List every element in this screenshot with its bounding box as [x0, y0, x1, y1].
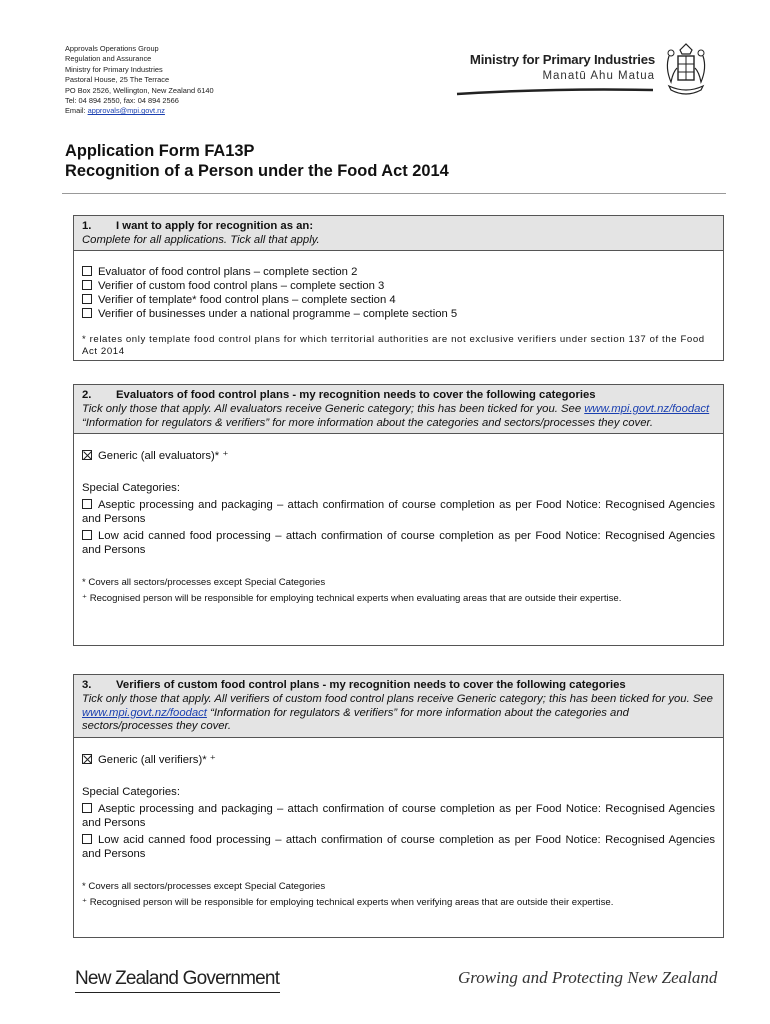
option-label: Generic (all verifiers)* ⁺: [98, 753, 216, 766]
checkbox[interactable]: [82, 294, 92, 304]
page-title: [65, 141, 449, 181]
section-heading: Verifiers of custom food control plans - my recognition needs to cover the following categories: [116, 679, 626, 691]
special-aseptic-option[interactable]: [82, 802, 715, 830]
instructions-text: “Information for regulators & verifiers” for more information about the categories and sectors/processes they cover.: [82, 706, 629, 733]
option-evaluator[interactable]: [82, 265, 715, 279]
checked-checkbox[interactable]: [82, 450, 92, 460]
footer-tagline: Growing and Protecting New Zealand: [458, 968, 718, 987]
option-label: Aseptic processing and packaging – attach confirmation of course completion as per Food Notice: Recognised Agencies and Persons: [82, 499, 715, 526]
footnote: * Covers all sectors/processes except Special Categories: [82, 880, 326, 892]
generic-verifiers-option[interactable]: [82, 753, 715, 767]
footnote: * Covers all sectors/processes except Special Categories: [82, 577, 326, 589]
section-instructions: Complete for all applications. Tick all that apply.: [82, 234, 320, 246]
option-label: Verifier of businesses under a national programme – complete section 5: [98, 307, 458, 320]
title-line-2: Recognition of a Person under the Food Act 2014: [65, 162, 449, 180]
email-link[interactable]: approvals@mpi.govt.nz: [87, 106, 165, 116]
nz-government-text: New Zealand Government: [75, 968, 280, 989]
checkbox[interactable]: [82, 803, 92, 813]
logo-underline: [75, 992, 280, 993]
section-1: [73, 215, 724, 361]
option-label: Low acid canned food processing – attach confirmation of course completion as per Food Notice: Recognised Agencies and Persons: [82, 833, 715, 860]
option-label: Verifier of custom food control plans – complete section 3: [98, 279, 385, 292]
generic-evaluators-option[interactable]: [82, 449, 715, 463]
ministry-maori-name: Manatū Ahu Matua: [542, 70, 655, 82]
section-heading: I want to apply for recognition as an:: [116, 220, 314, 232]
instructions-text: Tick only those that apply. All verifiers of custom food control plans receive Generic category; this has been ticked for you. See: [82, 693, 713, 705]
special-low-acid-option[interactable]: [82, 833, 715, 861]
foodact-link[interactable]: www.mpi.govt.nz/foodact: [584, 403, 710, 415]
option-label: Low acid canned food processing – attach confirmation of course completion as per Food Notice: Recognised Agencies and Persons: [82, 530, 715, 557]
option-verifier-template[interactable]: [82, 293, 715, 307]
address-block: [65, 44, 214, 117]
email-line: [65, 106, 214, 116]
checkbox[interactable]: [82, 308, 92, 318]
special-categories-label: Special Categories:: [82, 482, 180, 495]
ministry-name: Ministry for Primary Industries: [469, 52, 655, 67]
section-2-header: [74, 385, 723, 434]
footnote: ⁺ Recognised person will be responsible for employing technical experts when verifying areas that are outside their expertise.: [82, 896, 614, 908]
foodact-link[interactable]: www.mpi.govt.nz/foodact: [82, 706, 207, 719]
email-label: Email:: [65, 106, 88, 116]
option-label: Aseptic processing and packaging – attach confirmation of course completion as per Food Notice: Recognised Agencies and Persons: [82, 802, 715, 829]
address-line: Regulation and Assurance: [65, 54, 152, 64]
special-low-acid-option[interactable]: [82, 529, 715, 557]
section-instructions: [82, 693, 715, 734]
checkbox[interactable]: [82, 266, 92, 276]
checkbox[interactable]: [82, 280, 92, 290]
title-line-1: Application Form FA13P: [65, 142, 255, 160]
ministry-logo-text: [455, 52, 655, 82]
checkbox[interactable]: [82, 530, 92, 540]
checkbox[interactable]: [82, 499, 92, 509]
address-line: Approvals Operations Group: [65, 44, 159, 53]
address-line: Tel: 04 894 2550, fax: 04 894 2566: [65, 96, 179, 106]
section-number: 2.: [82, 389, 92, 401]
nz-coat-of-arms-icon: [663, 42, 709, 104]
section-1-header: [74, 216, 723, 251]
section-heading: Evaluators of food control plans - my recognition needs to cover the following categories: [116, 389, 596, 401]
address-line: Pastoral House, 25 The Terrace: [65, 75, 170, 85]
instructions-text: “Information for regulators & verifiers” for more information about the categories and sectors/processes they cover.: [82, 416, 653, 429]
special-aseptic-option[interactable]: [82, 498, 715, 526]
option-label: Evaluator of food control plans – complete section 2: [98, 265, 358, 278]
section-1-note: * relates only template food control plans for which territorial authorities are not exclusive verifiers under section 137 of the Food Act 2014: [82, 333, 705, 357]
address-line: Ministry for Primary Industries: [65, 64, 163, 74]
option-label: Verifier of template* food control plans – complete section 4: [98, 293, 396, 306]
section-number: 3.: [82, 679, 92, 691]
section-2: [73, 384, 724, 646]
footnote: ⁺ Recognised person will be responsible for employing technical experts when evaluating areas that are outside their expertise.: [82, 593, 622, 605]
address-line: PO Box 2526, Wellington, New Zealand 6140: [65, 85, 214, 95]
option-label: Generic (all evaluators)* ⁺: [98, 450, 229, 463]
section-3-header: [74, 675, 723, 738]
divider: [62, 193, 726, 194]
section-3: [73, 674, 724, 938]
special-categories-label: Special Categories:: [82, 785, 180, 798]
option-verifier-custom[interactable]: [82, 279, 715, 293]
section-instructions: [82, 403, 715, 430]
nz-government-logo: [75, 968, 279, 990]
option-verifier-national[interactable]: [82, 307, 715, 321]
checked-checkbox[interactable]: [82, 754, 92, 764]
ministry-swoosh-icon: [455, 84, 655, 98]
section-number: 1.: [82, 220, 92, 232]
instructions-text: Tick only those that apply. All evaluators receive Generic category; this has been ticked for you. See: [82, 403, 585, 415]
checkbox[interactable]: [82, 834, 92, 844]
